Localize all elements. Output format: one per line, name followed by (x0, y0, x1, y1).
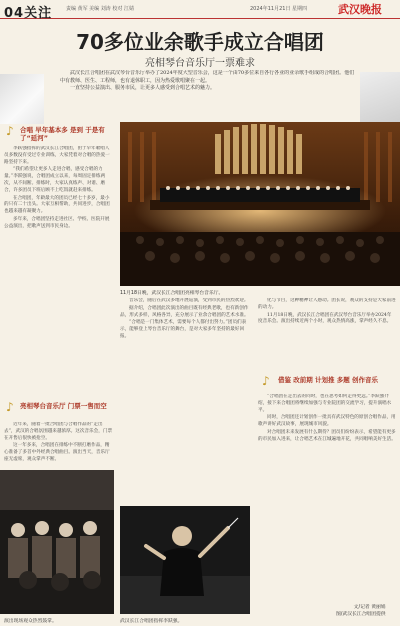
byline-text: 文/记者 黄丽娟 图/武汉长江合唱团提供 (336, 605, 386, 617)
music-note-icon: ♪ (262, 374, 270, 388)
article-column-left-2 (4, 422, 114, 468)
article-column-right-1 (258, 298, 396, 372)
article-column-right-2 (258, 394, 396, 600)
subheadline: 亮相琴台音乐厅一票难求 (145, 58, 255, 69)
headline: 70多位业余歌手成立合唱团 (76, 30, 324, 54)
lead-paragraph (60, 70, 356, 120)
lead-line: 一直坚持公益演出、服务市民，让更多人感受到合唱艺术的魅力。 (70, 85, 216, 91)
paragraph: 近年来，随着一批合唱团与合唱作品的“走出去”，武汉的合唱氛围越来越浓厚。这次音乐会，门票在开售后很快被抢空。 (4, 422, 113, 441)
paragraph: “合唱团在走出去的同时，也在思考如何走得更远。”李跃强介绍，接下来合唱团将继续加强与专业院团的交流学习，提升演唱水平。 (258, 394, 392, 413)
page-section-label: 04关注 (4, 6, 53, 21)
audience-illustration (0, 470, 114, 614)
section-heading-2: 亮相琴台音乐厅 门票一售而空 (20, 402, 107, 410)
music-note-icon: ♪ (6, 400, 14, 414)
paragraph: 据介绍，合唱团此次演出的曲目既有经典老歌，也有新创作品，形式多样，风格各异，充分展示了业余合唱团的艺术水准。 (120, 305, 249, 318)
paragraph: 李跃强指挥的武汉长江合唱团，由于早年歌唱人员多数没有受过专业训练，大家凭着对合唱的热爱一路坚持下来。 (4, 146, 110, 165)
paragraph: 在合唱团，年龄最大的团员已经七十多岁，最小的只有二十出头。大家互相帮助，共同进步，合唱团也越来越有凝聚力。 (4, 195, 110, 215)
article-column-left-1 (4, 146, 114, 404)
decorative-photo-right (360, 72, 400, 122)
paragraph: “我们希望让更多人走进合唱，感受合唱的力量。”李跃强说，合唱团成立以来，每周固定排练两次，从不间断。排练时，大家认真练声、对谱、磨合，许多团员下班后顾不上吃饭就赶来排练。 (4, 167, 106, 193)
page-header (0, 0, 400, 19)
paragraph: 对合唱团未来发展有什么期待？团员们纷纷表示，希望能有更多的市民加入进来，让合唱艺术在江城遍地开花，共同唱响美好生活。 (258, 429, 396, 442)
section-heading-3: 借鉴 改前期 计划推 多题 创作音乐 (278, 376, 379, 384)
lead-line: 武汉长江合唱团在武汉琴台音乐厅举办了2024年度大型音乐会，这是一个由70多位来自各行各业的业余歌手组成的合唱团。他们中有教师、医生、工程师，也有退休职工，因为热爱歌唱聚在一起。 (60, 70, 355, 84)
music-note-icon: ♪ (6, 124, 14, 138)
decorative-photo-left (0, 74, 44, 124)
paragraph: 化与节目，这种精神让人感动。团长说，观众的支持是大家前进的动力。 (258, 298, 396, 310)
photo-caption-audience: 演出现场观众热烈鼓掌。 (4, 619, 57, 624)
photo-caption-conductor: 武汉长江合唱团指挥李跃强。 (120, 619, 183, 624)
conductor-photo (120, 506, 250, 614)
paragraph: 11月18日晚，武汉长江合唱团在武汉琴台音乐厅举办2024年度音乐会。演出持续近两个小时，观众热情高涨，掌声经久不息。 (258, 312, 392, 325)
paragraph: 同时，合唱团还计划创作一批具有武汉特色的原创合唱作品，用歌声讲好武汉故事，展现城市风貌。 (258, 415, 396, 428)
byline (336, 604, 386, 618)
issue-date: 2024年11月21日 星期四 (250, 6, 308, 12)
article-column-middle (120, 298, 250, 504)
conductor-illustration (120, 506, 250, 614)
paragraph: 音乐会，随后在武汉多地开展巡演，受到市民的热烈欢迎。 (129, 298, 249, 303)
concert-hall-illustration (120, 122, 400, 286)
paragraph: 这一年多来，合唱团在排练中不断打磨作品，精心准备了多首中外经典合唱曲目。演出当天，音乐厅座无虚席，观众掌声不断。 (4, 443, 110, 462)
paragraph: 多年来，合唱团坚持走进社区、学校、医院开展公益演出，把歌声送到市民身边。 (4, 216, 110, 229)
photo-caption-main: 11月18日晚，武汉长江合唱团亮相琴台音乐厅。 (120, 291, 224, 296)
concert-hall-photo (120, 122, 400, 286)
audience-photo (0, 470, 114, 614)
newspaper-brand: 武汉晚报 (338, 3, 382, 16)
section-heading-1: 合唱 早年基本多 是到 于是有了“延河” (20, 126, 105, 142)
paragraph: “合唱是一门集体艺术，需要每个人都付出努力。”团员们表示，能够登上琴台音乐厅的舞台，是对大家多年坚持的最好回报。 (120, 320, 247, 339)
editors-line: 责编 黄军 美编 刘涛 校对 江婧 (66, 6, 134, 12)
